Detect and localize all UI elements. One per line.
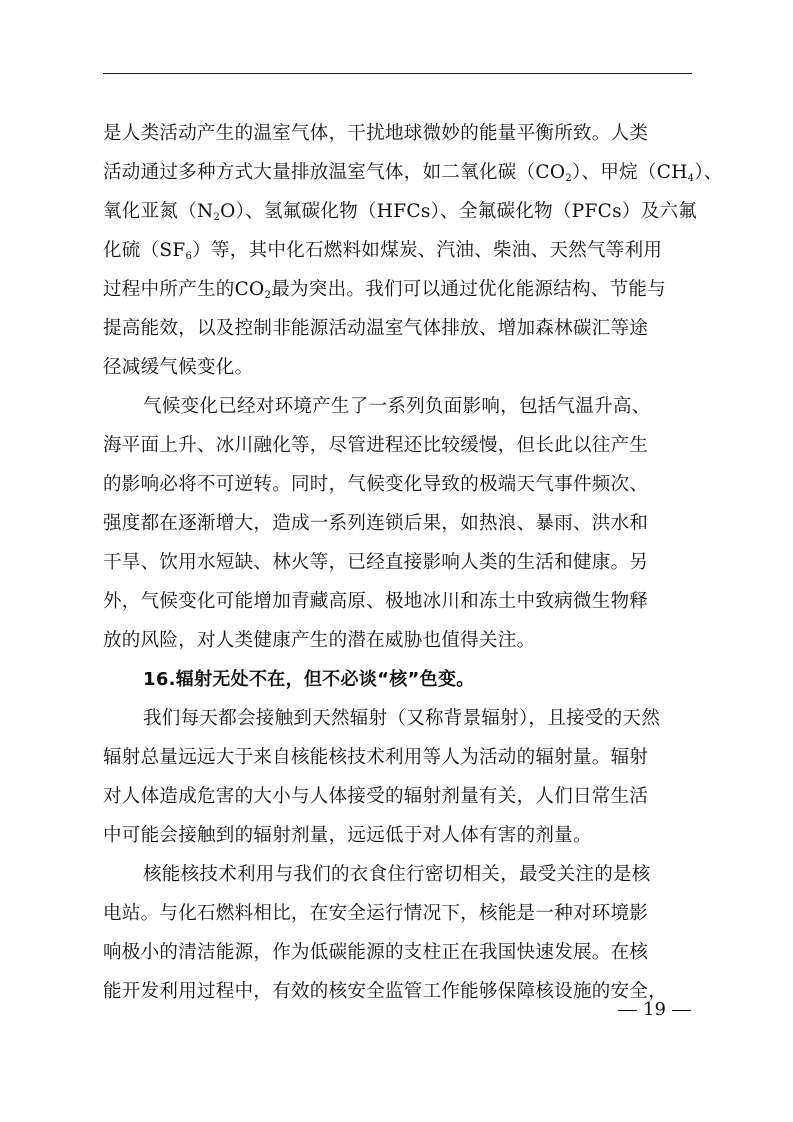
paragraph-line: 氧化亚氮$(N_2O)$、氢氟碳化物（HFCs）、全氟碳化物（PFCs）及六氟	[103, 201, 698, 223]
paragraph-line: 响极小的清洁能源，作为低碳能源的支柱正在我国快速发展。在核	[103, 942, 649, 963]
paragraph-line: 放的风险，对人类健康产生的潜在威胁也值得关注。	[103, 630, 536, 651]
paragraph-line: 气候变化已经对环境产生了一系列负面影响，包括气温升高、	[143, 396, 651, 417]
section-heading: 16.辐射无处不在，但不必谈“核”色变。	[143, 669, 475, 690]
page-number: 19	[643, 999, 666, 1020]
paragraph-line: 化硫$(SF_6)$等，其中化石燃料如煤炭、汽油、柴油、天然气等利用	[103, 240, 663, 262]
paragraph-line: 径减缓气候变化。	[103, 357, 254, 378]
paragraph-line: 强度都在逐渐增大，造成一系列连锁后果，如热浪、暴雨、洪水和	[103, 513, 649, 534]
paragraph-line: 是人类活动产生的温室气体，干扰地球微妙的能量平衡所致。人类	[103, 123, 649, 144]
paragraph-line: 辐射总量远远大于来自核能核技术利用等人为活动的辐射量。辐射	[103, 747, 649, 768]
header-rule	[103, 73, 692, 74]
paragraph-line: 的影响必将不可逆转。同时，气候变化导致的极端天气事件频次、	[103, 474, 649, 495]
paragraph-line: 干旱、饮用水短缺、林火等，已经直接影响人类的生活和健康。另	[103, 552, 649, 573]
footer-dash-left	[618, 1010, 637, 1011]
paragraph-line: 过程中所产生的$CO_2$最为突出。我们可以通过优化能源结构、节能与	[103, 279, 667, 301]
page-footer	[612, 996, 697, 1024]
footer-dash-right	[672, 1010, 691, 1011]
paragraph-line: 提高能效，以及控制非能源活动温室气体排放、增加森林碳汇等途	[103, 318, 649, 339]
paragraph-line: 活动通过多种方式大量排放温室气体，如二氧化碳$(CO_2)$、甲烷$(CH_4)$、	[103, 162, 723, 184]
paragraph-line: 核能核技术利用与我们的衣食住行密切相关，最受关注的是核	[143, 864, 651, 885]
paragraph-line: 对人体造成危害的大小与人体接受的辐射剂量有关，人们日常生活	[103, 786, 649, 807]
paragraph-line: 海平面上升、冰川融化等，尽管进程还比较缓慢，但长此以往产生	[103, 435, 649, 456]
paragraph-line: 外，气候变化可能增加青藏高原、极地冰川和冻土中致病微生物释	[103, 591, 649, 612]
paragraph-line: 能开发利用过程中，有效的核安全监管工作能够保障核设施的安全，	[103, 981, 668, 1002]
paragraph-line: 电站。与化石燃料相比，在安全运行情况下，核能是一种对环境影	[103, 903, 649, 924]
paragraph-line: 我们每天都会接触到天然辐射（又称背景辐射），且接受的天然	[143, 708, 661, 729]
paragraph-line: 中可能会接触到的辐射剂量，远远低于对人体有害的剂量。	[103, 825, 592, 846]
